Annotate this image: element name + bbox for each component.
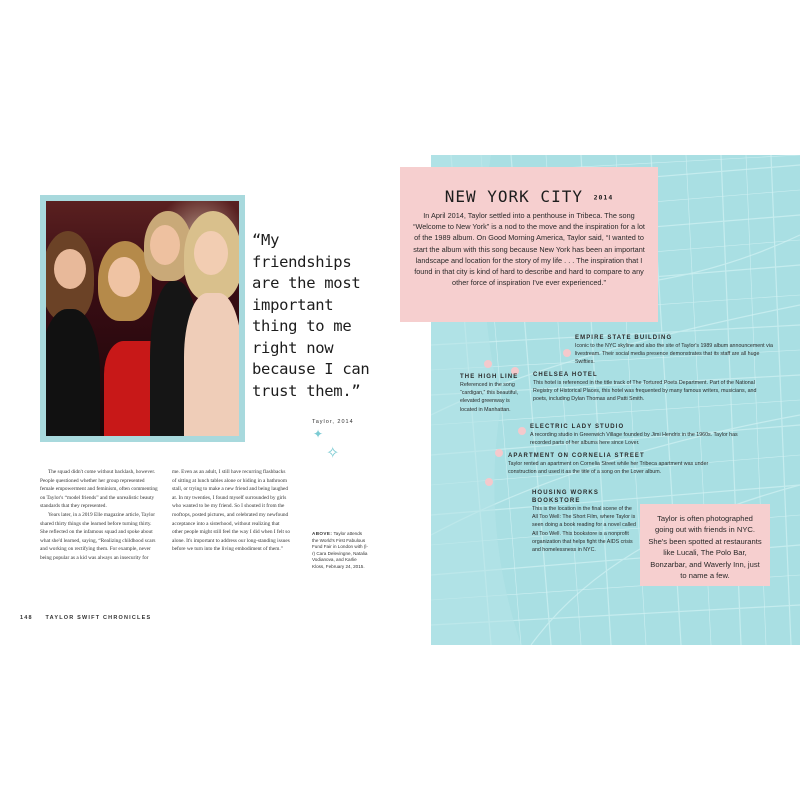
nyc-feature-box <box>400 167 658 322</box>
map-marker <box>518 427 526 435</box>
caption-text: Taylor attends the World's First Fabulous Fund Fair in London with (l-r) Cara Delevingne, Natalia Vodianova, and Karlie Kloss, February 24, 2015. <box>312 531 368 569</box>
map-marker <box>563 349 571 357</box>
body-column-1 <box>40 468 158 563</box>
location-title: THE HIGH LINE <box>460 374 519 380</box>
nyc-heading <box>410 187 648 206</box>
map-marker <box>484 360 492 368</box>
location-electric-lady <box>530 423 740 447</box>
pull-quote: “My friendships are the most important thing to me right now because I can trust them.” <box>252 231 370 400</box>
location-housing-works <box>532 489 638 554</box>
location-title: APARTMENT ON CORNELIA STREET <box>508 453 645 459</box>
body-column-2 <box>172 468 290 554</box>
body-paragraph: Years later, in a 2019 Elle magazine article, Taylor shared thirty things she learned before turning thirty. She reflected on the infamous squad and spoke about what she'd learned, saying, “Realizing childhood scars and working on rectifying them. For example, never being popular as a kid was always an insecurity for <box>40 511 156 561</box>
location-chelsea-hotel <box>533 371 768 404</box>
nyc-year: 2014 <box>593 193 614 202</box>
location-high-line <box>460 373 522 414</box>
location-title: EMPIRE STATE BUILDING <box>575 335 673 341</box>
photo-caption <box>312 531 368 571</box>
body-paragraph: The squad didn't come without backlash, however. People questioned whether her group represented female empowerment and feminism, often commenting on Taylor's “model friends” and the unrealistic beauty standards that they represented. <box>40 469 158 510</box>
nyc-title: NEW YORK CITY <box>444 187 583 206</box>
body-paragraph: me. Even as an adult, I still have recurring flashbacks of sitting at lunch tables alone or hiding in a bathroom stall, or trying to make a new friend and being laughed at. In my twenties, I found myself surrounded by girls who wanted to be my friend. So I shouted it from the rooftops, posted pictures, and celebrated my newfound acceptance into a sisterhood, without realizing that other people might still feel the way I did when I felt so alone. It's important to address our long-standing issues before we turn into the living embodiment of them.” <box>172 469 290 553</box>
group-photo <box>46 201 239 436</box>
location-title: HOUSING WORKS BOOKSTORE <box>532 490 599 504</box>
location-text: Iconic to the NYC skyline and also the site of Taylor's 1989 album announcement via livestream. Their social media presence demonstrates that its staff are all huge Swifties. <box>575 343 773 366</box>
location-text: This is the location in the final scene of the All Too Well: The Short Film, where Taylor is seen doing a book reading for a novel called All Too Well. This bookstore is a nonprofit organization that helps fight the AIDS crisis and homelessness in NYC. <box>532 506 636 554</box>
nyc-text: In April 2014, Taylor settled into a penthouse in Tribeca. The song “Welcome to New York” is a nod to the move and the inspiration for a lot of the 1989 album. On Good Morning America, Taylor said, “I wanted to start the album with this song because New York has been an important landscape and location for the story of my life . . . The inspiration that I found in that city is kind of hard to describe and hard to compare to any other force of inspiration I've ever experienced.” <box>413 211 645 288</box>
location-text: Taylor rented an apartment on Cornelia Street while her Tribeca apartment was under construction and used it as the title of a song on the Lover album. <box>508 461 709 476</box>
page-number: 148 <box>20 615 33 621</box>
quote-attribution: Taylor, 2014 <box>312 419 354 425</box>
callout-box: Taylor is often photographed going out with friends in NYC. She's been spotted at restaurants like Lucali, The Polo Bar, Bonzarbar, and Waverly Inn, just to name a few. <box>640 504 770 586</box>
caption-label: ABOVE: <box>312 531 333 536</box>
location-text: This hotel is referenced in the title track of The Tortured Poets Department. Part of the National Registry of Historical Places, this hotel was frequented by many famous writers, musicians, and poets, including Dylan Thomas and Patti Smith. <box>533 380 757 403</box>
book-title: TAYLOR SWIFT CHRONICLES <box>45 615 152 621</box>
folio <box>20 615 151 621</box>
location-text: Referenced in the song “cardigan,” this beautiful, elevated greenway is located in Manhattan. <box>460 382 519 413</box>
location-title: CHELSEA HOTEL <box>533 372 598 378</box>
location-text: A recording studio in Greenwich Village founded by Jimi Hendrix in the 1960s. Taylor has recorded parts of her albums here since Lover. <box>530 432 738 447</box>
map-marker <box>495 449 503 457</box>
sparkle-icon: ✦ <box>313 427 324 441</box>
photo-frame <box>40 195 245 442</box>
location-empire-state <box>575 334 775 367</box>
location-cornelia-street <box>508 452 720 476</box>
location-title: ELECTRIC LADY STUDIO <box>530 424 625 430</box>
map-marker <box>485 478 493 486</box>
sparkle-icon: ✧ <box>326 443 340 462</box>
